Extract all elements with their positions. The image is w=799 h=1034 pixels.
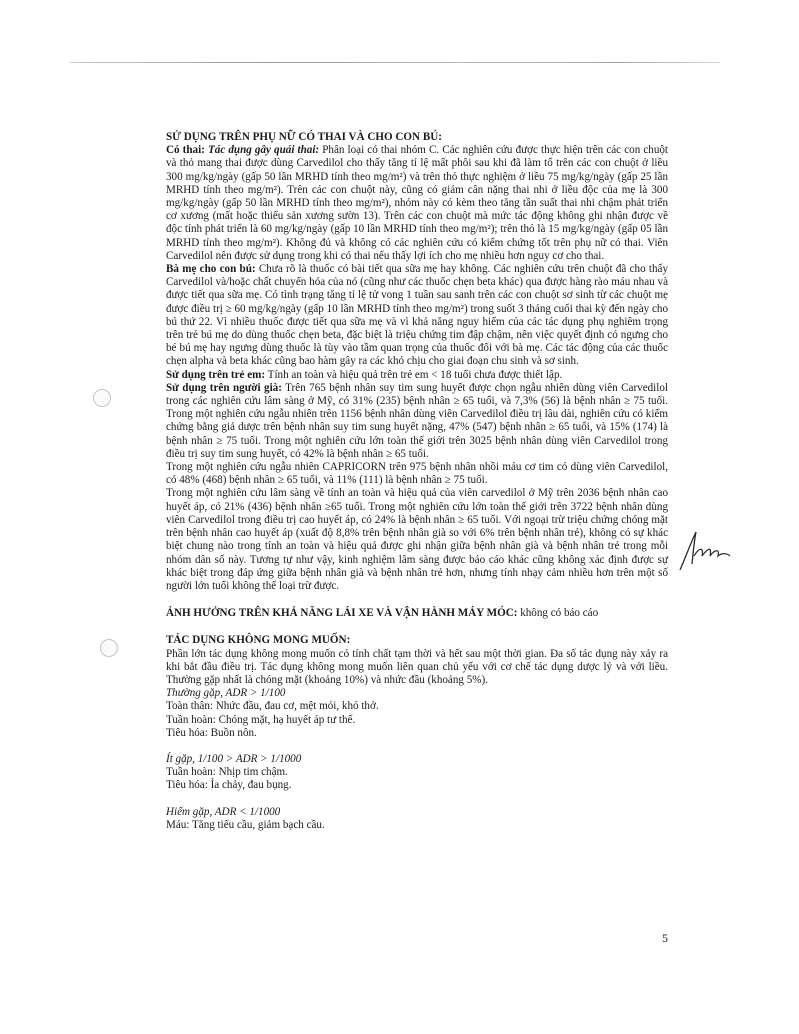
pregnancy-label: Có thai: [166, 144, 205, 157]
nursing-label: Bà mẹ cho con bú: [166, 263, 256, 276]
driving-paragraph [166, 607, 668, 620]
elderly-paragraph [166, 382, 668, 461]
pregnancy-paragraph [166, 144, 668, 263]
punch-hole-lower [100, 639, 118, 657]
page-number: 5 [662, 931, 668, 945]
adverse-section-title: TÁC DỤNG KHÔNG MONG MUỐN: [166, 634, 351, 647]
common-item: Tiêu hóa: Buồn nôn. [166, 726, 257, 739]
driving-section-title: ẢNH HƯỞNG TRÊN KHẢ NĂNG LÁI XE VÀ VẬN HÀNH MÁY MÓC: [166, 607, 518, 620]
elderly-paragraph-capricorn: Trong một nghiên cứu ngẫu nhiên CAPRICORN trên 975 bệnh nhân nhồi máu cơ tim có dùng viên Carvedilol, có 48% (468) bệnh nhân ≥ 65 tuổi, và 11% (111) là bệnh nhân ≥ 75 tuổi. [166, 461, 668, 487]
common-heading: Thường gặp, ADR > 1/100 [166, 687, 286, 700]
pregnancy-sublabel: Tác dụng gây quái thai: [208, 144, 320, 157]
children-label: Sử dụng trên trẻ em: [166, 368, 266, 381]
uncommon-heading: Ít gặp, 1/100 > ADR > 1/1000 [166, 752, 302, 765]
punch-hole-upper [93, 389, 111, 407]
document-body [166, 131, 668, 832]
common-item: Toàn thân: Nhức đầu, đau cơ, mệt mỏi, khó thở. [166, 700, 379, 713]
pregnancy-text: Phân loại có thai nhóm C. Các nghiên cứu được thực hiện trên các con chuột và thỏ mang thai được dùng Carvedilol cho thấy tăng tỉ lệ mất phôi sau khi đã làm tổ trên các con chuột ở liều 300 mg/kg/ngày (gấp 50 lần MRHD tính theo mg/m²) và trên thỏ thực nghiệm ở liều 75 mg/kg/ngày (gấp 25 lần MRHD tính theo mg/m²). Trên các con chuột này, cũng có giảm cân nặng thai nhi ở liều độc của mẹ là 300 mg/kg/ngày (gấp 50 lần MRHD tính theo mg/m²), nhóm này có kèm theo tăng tần suất thai nhi chậm phát triển cơ xương (mất hoặc thiểu sản xương sườn 13). Trên các con chuột mà mức tác động không ghi nhận được về độc tính phát triển là 60 mg/kg/ngày (gấp 10 lần MRHD tính theo mg/m²); trên thỏ là 15 mg/kg/ngày (gấp 05 lần MRHD tính theo mg/m²). Không đủ và không có các nghiên cứu có kiểm chứng tốt trên phụ nữ có thai. Viên Carvedilol nên được sử dụng trong khi có thai nếu thấy lợi ích cho mẹ nhiều hơn nguy cơ cho thai. [166, 144, 669, 262]
adverse-intro: Phần lớn tác dụng không mong muốn có tính chất tạm thời và hết sau một thời gian. Đa số tác dụng này xảy ra khi bắt đầu điều trị. Tác dụng không mong muốn liên quan chủ yếu với cơ chế tác dụng dược lý và với liều. Thường gặp nhất là chóng mặt (khoảng 10%) và nhức đầu (khoảng 5%). [166, 647, 668, 686]
uncommon-item: Tuần hoàn: Nhịp tim chậm. [166, 766, 288, 779]
children-text: Tính an toàn và hiệu quả trên trẻ em < 18 tuổi chưa được thiết lập. [265, 368, 563, 381]
rare-item: Máu: Tăng tiểu cầu, giảm bạch cầu. [166, 818, 325, 831]
children-paragraph [166, 369, 668, 382]
uncommon-item: Tiêu hóa: Ỉa chảy, đau bụng. [166, 779, 292, 792]
pregnancy-section-title: SỬ DỤNG TRÊN PHỤ NỮ CÓ THAI VÀ CHO CON BÚ: [166, 131, 442, 143]
nursing-text: Chưa rõ là thuốc có bài tiết qua sữa mẹ hay không. Các nghiên cứu trên chuột đã cho thấy Carvedilol và/hoặc chất chuyển hóa của nó (cũng như các thuốc chẹn beta khác) qua được hàng rào máu nhau và được tiết qua sữa mẹ. Có tình trạng tăng tỉ lệ tử vong 1 tuần sau sanh trên các con chuột sơ sinh từ các chuột mẹ được điều trị ≥ 60 mg/kg/ngày (gấp 10 lần MRHD tính theo mg/m²) trong suốt 3 tháng cuối thai kỳ đến ngày cho bú thứ 22. Vì nhiều thuốc được tiết qua sữa mẹ và vì khả năng nguy hiểm của các tác dụng phụ nghiêm trọng trên trẻ bú mẹ do dùng thuốc chẹn beta, đặc biệt là triệu chứng tim đập chậm, nên việc quyết định có ngưng cho bé bú mẹ hay ngưng dùng thuốc là tùy vào tầm quan trọng của thuốc đối với bà mẹ. Các tác động của các thuốc chẹn alpha và beta khác cũng bao hàm gây ra các khó chịu cho giai đoạn chu sinh và sơ sinh. [166, 263, 668, 368]
elderly-label: Sử dụng trên người già: [166, 381, 282, 394]
elderly-text-1: Trên 765 bệnh nhân suy tim sung huyết được chọn ngẫu nhiên dùng viên Carvedilol trong các nghiên cứu lâm sàng ở Mỹ, có 31% (235) bệnh nhân ≥ 65 tuổi, và 7,3% (56) là bệnh nhân ≥ 75 tuổi. Trong một nghiên cứu ngẫu nhiên trên 1156 bệnh nhân dùng viên Carvedilol điều trị lâu dài, nghiên cứu có kiểm chứng bằng giả dược trên bệnh nhân suy tim sung huyết nặng, 47% (547) bệnh nhân ≥ 65 tuổi, và 15% (174) là bệnh nhân ≥ 75 tuổi. Trong một nghiên cứu lớn toàn thế giới trên 3025 bệnh nhân dùng viên Carvedilol trong điều trị suy tim sung huyết, có 42% là bệnh nhân ≥ 65 tuổi. [166, 381, 668, 460]
scan-top-rule [70, 62, 720, 63]
driving-text: không có báo cáo [517, 607, 599, 620]
elderly-paragraph-hypertension: Trong một nghiên cứu lâm sàng về tính an toàn và hiệu quả của viên carvedilol ở Mỹ trên 2036 bệnh nhân cao huyết áp, có 21% (436) bệnh nhân ≥65 tuổi. Trong một nghiên cứu lớn toàn thế giới trên 3722 bệnh nhân dùng viên Carvedilol trong điều trị cao huyết áp, có 24% là bệnh nhân ≥ 65 tuổi. Với ngoại trừ triệu chứng chóng mặt trên bệnh nhân cao huyết áp (xuất độ 8,8% trên bệnh nhân già so với 6% trên bệnh nhân trẻ), không có sự khác biệt chung nào trong tính an toàn và hiệu quả được ghi nhận giữa bệnh nhân già và bệnh nhân trẻ trong mỗi nhóm dân số này. Tương tự như vậy, kinh nghiệm lâm sàng được báo cáo khác cũng không xác định được sự khác biệt trong đáp ứng giữa bệnh nhân già và bệnh nhân trẻ hơn, nhưng tính nhạy cảm nhiều hơn trên một số người lớn tuổi không thể loại trừ được. [166, 487, 668, 592]
common-item: Tuần hoàn: Chóng mặt, hạ huyết áp tư thế. [166, 713, 356, 726]
nursing-paragraph [166, 263, 668, 369]
rare-heading: Hiếm gặp, ADR < 1/1000 [166, 805, 281, 818]
handwritten-initials [674, 526, 732, 574]
